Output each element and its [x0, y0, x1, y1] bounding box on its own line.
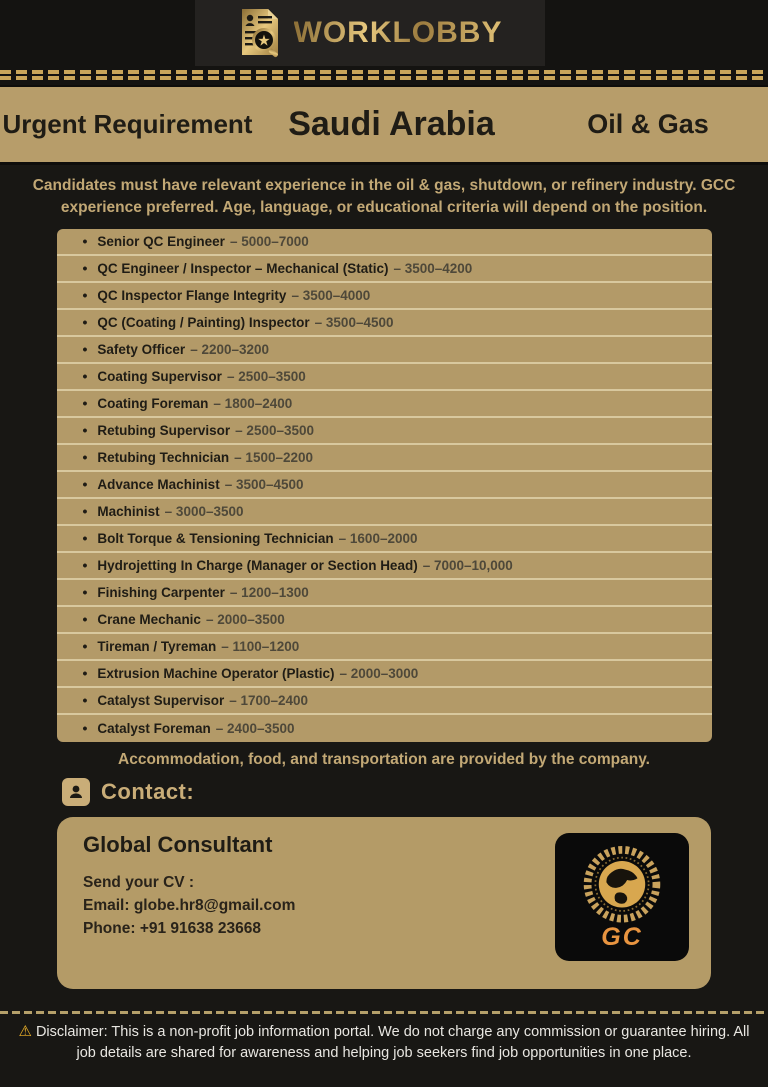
dashed-line: [0, 76, 768, 80]
consultant-name: Global Consultant: [83, 831, 273, 857]
job-row: [57, 580, 712, 607]
svg-text:★: ★: [256, 32, 271, 50]
bullet-icon: •: [82, 638, 88, 655]
job-salary: – 1100–1200: [221, 638, 300, 654]
title-bar: [0, 85, 768, 165]
job-title: Retubing Supervisor: [97, 422, 231, 438]
job-title: Retubing Technician: [97, 449, 230, 465]
job-title: Coating Supervisor: [97, 368, 222, 384]
job-row: [57, 256, 712, 283]
contact-heading: [62, 778, 768, 806]
warning-icon: ⚠: [18, 1022, 32, 1040]
job-salary: – 5000–7000: [229, 233, 309, 249]
disclaimer-body: Disclaimer: This is a non-profit job information portal. We do not charge any commission or guarantee hiring. All job details are shared for awareness and helping job seekers find job opportunities in one place.: [35, 1023, 750, 1061]
bullet-icon: •: [82, 611, 88, 628]
job-salary: – 1200–1300: [229, 584, 309, 600]
bullet-icon: •: [82, 665, 88, 682]
job-salary: – 3500–4500: [314, 314, 394, 330]
job-salary: – 2500–3500: [226, 368, 306, 384]
send-cv-label: Send your CV :: [83, 873, 195, 891]
job-row: [57, 418, 712, 445]
job-row: [57, 634, 712, 661]
bullet-icon: •: [82, 720, 88, 737]
job-row: [57, 688, 712, 715]
person-icon: [62, 778, 90, 806]
resume-search-icon: [238, 7, 282, 59]
job-row: [57, 607, 712, 634]
job-title: Machinist: [97, 503, 160, 519]
contact-email: Email: globe.hr8@gmail.com: [83, 897, 296, 915]
job-title: Safety Officer: [97, 341, 186, 357]
job-title: Extrusion Machine Operator (Plastic): [97, 665, 335, 681]
bottom-divider: [0, 1011, 768, 1014]
bullet-icon: •: [82, 233, 88, 250]
gc-logo: [555, 833, 689, 961]
bullet-icon: •: [82, 341, 88, 358]
job-title: Hydrojetting In Charge (Manager or Section Head): [97, 557, 418, 573]
globe-ornament-icon: [579, 843, 665, 929]
bullet-icon: •: [82, 395, 88, 412]
job-row: [57, 283, 712, 310]
brand-logo: [195, 0, 545, 66]
bullet-icon: •: [82, 314, 88, 331]
header-strip: [0, 0, 768, 66]
top-divider: [0, 66, 768, 85]
job-salary: – 7000–10,000: [422, 557, 513, 573]
job-salary: – 3000–3500: [164, 503, 244, 519]
bullet-icon: •: [82, 692, 88, 709]
job-salary: – 3500–4500: [224, 476, 304, 492]
bullet-icon: •: [82, 530, 88, 547]
bullet-icon: •: [82, 584, 88, 601]
bullet-icon: •: [82, 368, 88, 385]
bullet-icon: •: [82, 476, 88, 493]
job-row: [57, 310, 712, 337]
job-row: [57, 526, 712, 553]
job-salary: – 1700–2400: [229, 692, 309, 708]
job-title: QC Inspector Flange Integrity: [97, 287, 287, 303]
job-title: Catalyst Supervisor: [97, 692, 225, 708]
job-row: [57, 364, 712, 391]
job-salary: – 3500–4000: [291, 287, 371, 303]
bullet-icon: •: [82, 557, 88, 574]
dashed-line: [0, 70, 768, 74]
benefits-note: Accommodation, food, and transportation are provided by the company.: [118, 750, 650, 768]
bullet-icon: •: [82, 503, 88, 520]
location-label: Saudi Arabia: [288, 105, 495, 143]
job-row: [57, 715, 712, 742]
job-title: Crane Mechanic: [97, 611, 201, 627]
job-title: Coating Foreman: [97, 395, 209, 411]
job-salary: – 2400–3500: [215, 720, 295, 736]
contact-label: Contact:: [101, 778, 195, 804]
bullet-icon: •: [82, 260, 88, 277]
job-title: Catalyst Foreman: [97, 720, 211, 736]
job-title: Tireman / Tyreman: [97, 638, 217, 654]
job-row: [57, 337, 712, 364]
job-row: [57, 391, 712, 418]
job-salary: – 2000–3500: [205, 611, 285, 627]
job-salary: – 2500–3500: [235, 422, 315, 438]
bullet-icon: •: [82, 422, 88, 439]
job-title: Finishing Carpenter: [97, 584, 225, 600]
industry-label: Oil & Gas: [587, 109, 709, 139]
job-row: [57, 229, 712, 256]
job-title: Bolt Torque & Tensioning Technician: [97, 530, 334, 546]
job-title: QC Engineer / Inspector – Mechanical (Static): [97, 260, 389, 276]
job-salary: – 2000–3000: [339, 665, 419, 681]
job-salary: – 1500–2200: [234, 449, 314, 465]
job-salary: – 2200–3200: [190, 341, 270, 357]
job-title: Senior QC Engineer: [97, 233, 225, 249]
job-title: Advance Machinist: [97, 476, 220, 492]
job-salary: – 1600–2000: [338, 530, 418, 546]
job-row: [57, 661, 712, 688]
job-list: [57, 229, 712, 742]
job-row: [57, 553, 712, 580]
bullet-icon: •: [82, 287, 88, 304]
urgent-requirement-label: Urgent Requirement: [2, 108, 253, 139]
candidate-requirements-text: Candidates must have relevant experience in the oil & gas, shutdown, or refinery industry. GCC experience preferred. Age, language, or educational criteria will depend on the position.: [32, 177, 736, 217]
job-row: [57, 499, 712, 526]
job-title: QC (Coating / Painting) Inspector: [97, 314, 310, 330]
disclaimer-text: [8, 1021, 760, 1064]
job-row: [57, 472, 712, 499]
bullet-icon: •: [82, 449, 88, 466]
job-salary: – 1800–2400: [213, 395, 293, 411]
contact-phone: Phone: +91 91638 23668: [83, 920, 261, 938]
job-salary: – 3500–4200: [393, 260, 473, 276]
brand-name: WORKLOBBY: [293, 16, 503, 49]
consultant-card: [57, 817, 711, 989]
gc-monogram: GC: [601, 923, 643, 952]
job-row: [57, 445, 712, 472]
